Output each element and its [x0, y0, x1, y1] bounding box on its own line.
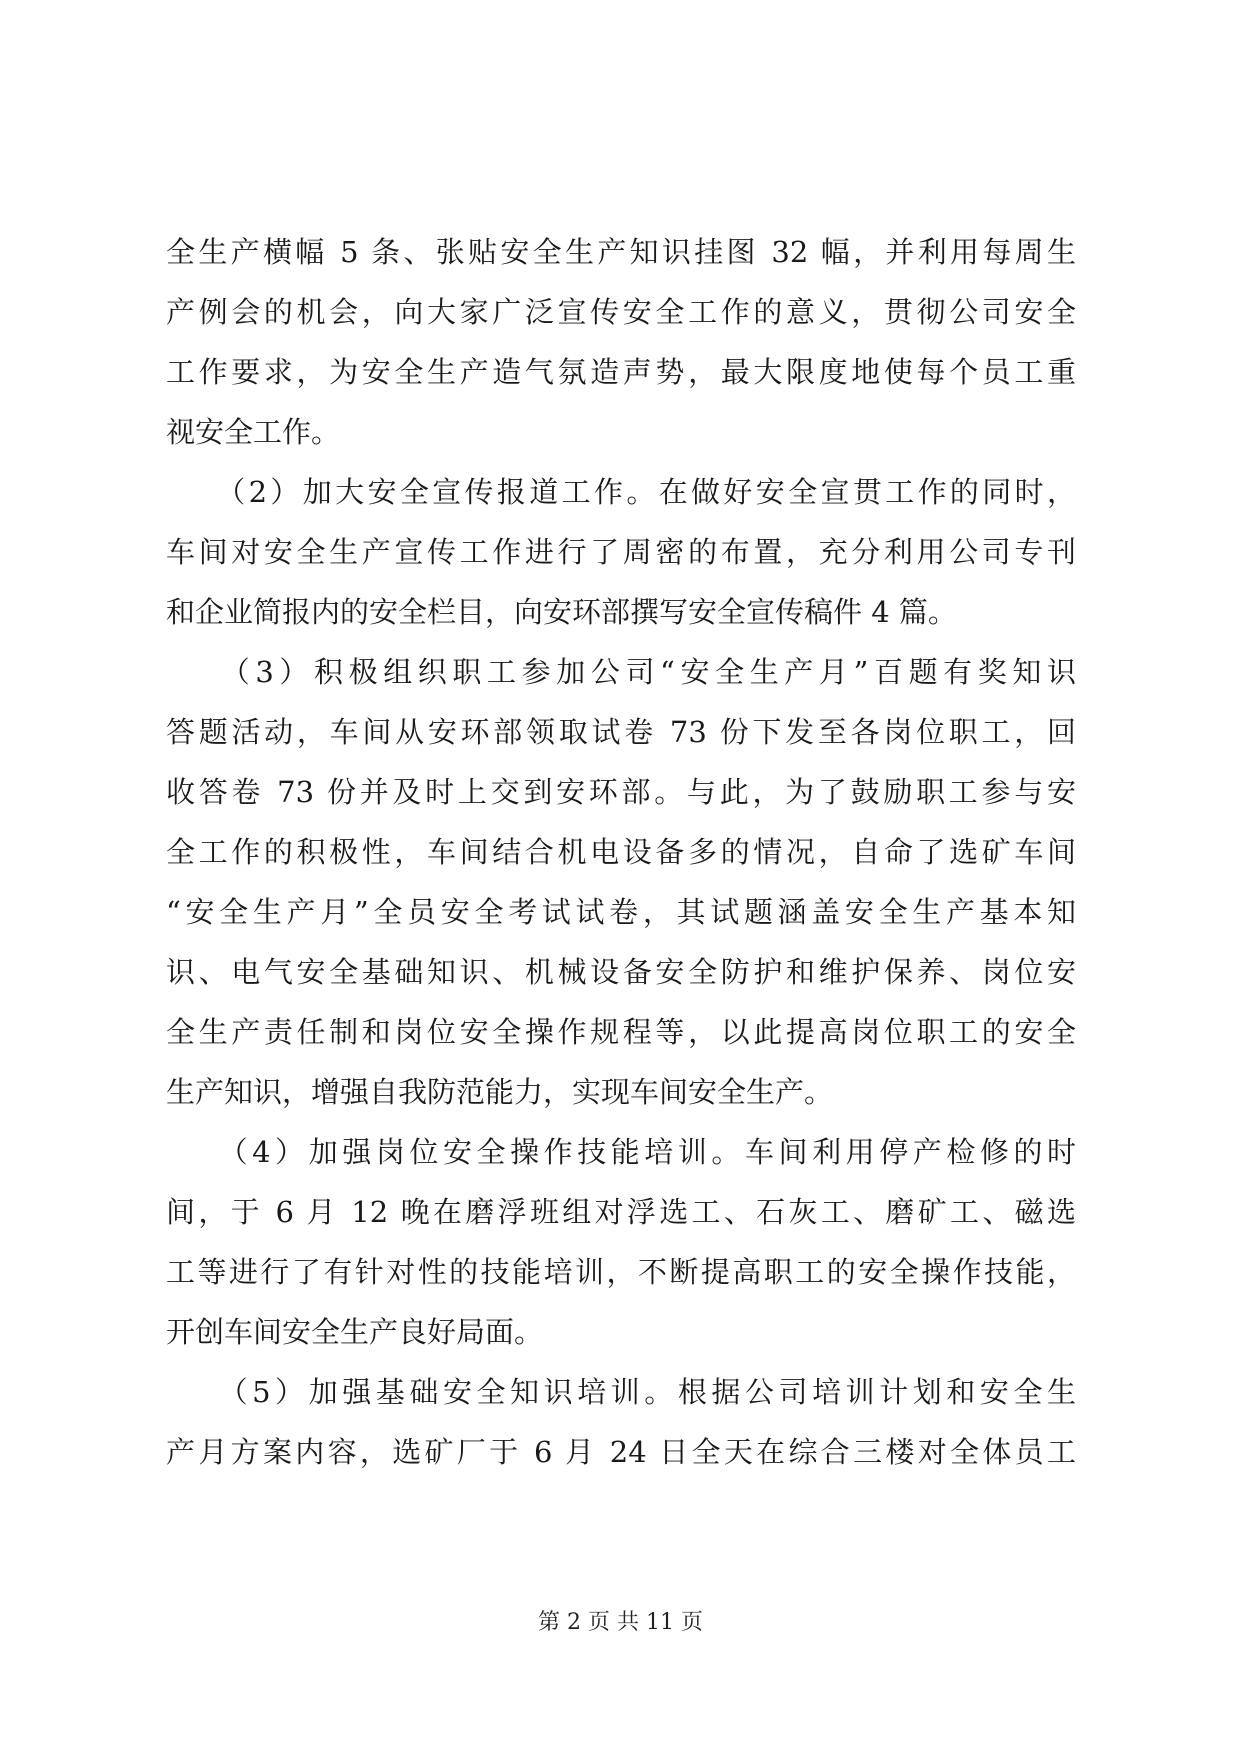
- text-line: 工等进行了有针对性的技能培训，不断提高职工的安全操作技能，: [166, 1255, 1076, 1289]
- text-line: （2）加大安全宣传报道工作。在做好安全宣贯工作的同时，: [166, 475, 1076, 509]
- text-line: 全生产责任制和岗位安全操作规程等，以此提高岗位职工的安全: [166, 1015, 1076, 1049]
- text-line: 视安全工作。: [166, 415, 341, 449]
- text-line: 生产知识，增强自我防范能力，实现车间安全生产。: [166, 1075, 834, 1109]
- page-footer: 第 2 页 共 11 页: [538, 1610, 703, 1635]
- text-line: 车间对安全生产宣传工作进行了周密的布置，充分利用公司专刊: [166, 535, 1076, 569]
- text-line: “安全生产月”全员安全考试试卷，其试题涵盖安全生产基本知: [166, 895, 1076, 929]
- text-line: 识、电气安全基础知识、机械设备安全防护和维护保养、岗位安: [166, 955, 1076, 989]
- text-line: 全工作的积极性，车间结合机电设备多的情况，自命了选矿车间: [166, 835, 1076, 869]
- document-body: [166, 222, 1076, 1482]
- text-line: （5）加强基础安全知识培训。根据公司培训计划和安全生: [166, 1375, 1076, 1409]
- text-line: 产月方案内容，选矿厂于 6 月 24 日全天在综合三楼对全体员工: [166, 1435, 1076, 1469]
- text-line: 全生产横幅 5 条、张贴安全生产知识挂图 32 幅，并利用每周生: [166, 235, 1076, 269]
- text-line: 间，于 6 月 12 晚在磨浮班组对浮选工、石灰工、磨矿工、磁选: [166, 1195, 1076, 1229]
- text-line: 工作要求，为安全生产造气氛造声势，最大限度地使每个员工重: [166, 355, 1076, 389]
- text-line: 收答卷 73 份并及时上交到安环部。与此，为了鼓励职工参与安: [166, 775, 1076, 809]
- text-line: （3）积极组织职工参加公司“安全生产月”百题有奖知识: [166, 655, 1076, 689]
- text-line: 答题活动，车间从安环部领取试卷 73 份下发至各岗位职工，回: [166, 715, 1076, 749]
- text-line: 产例会的机会，向大家广泛宣传安全工作的意义，贯彻公司安全: [166, 295, 1076, 329]
- text-line: （4）加强岗位安全操作技能培训。车间利用停产检修的时: [166, 1135, 1076, 1169]
- text-line: 和企业简报内的安全栏目，向安环部撰写安全宣传稿件 4 篇。: [166, 595, 957, 629]
- text-line: 开创车间安全生产良好局面。: [166, 1315, 544, 1349]
